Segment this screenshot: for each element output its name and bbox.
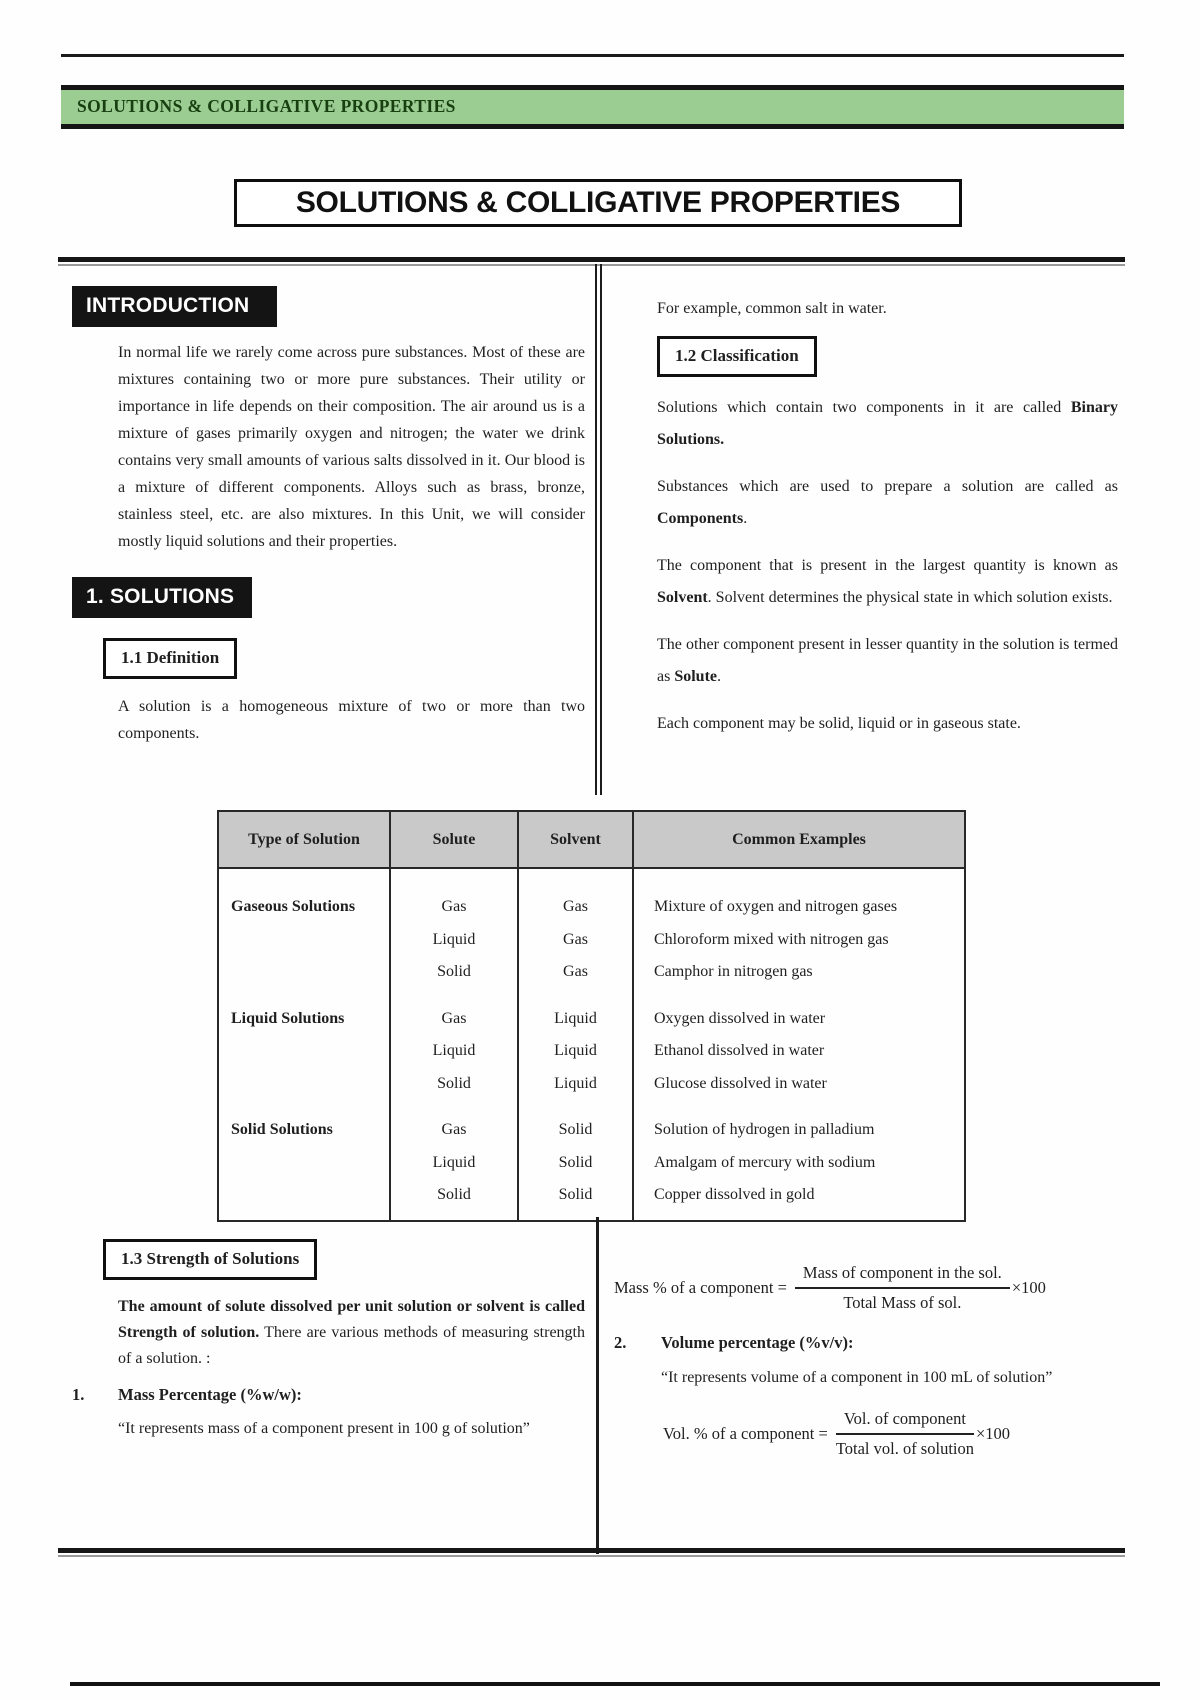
formula-multiplier: ×100 xyxy=(975,1424,1011,1443)
table-cell-line: Solid xyxy=(558,1186,593,1203)
table-cell-solvent xyxy=(518,1003,633,1115)
table-header-type: Type of Solution xyxy=(218,811,390,868)
left-column-top xyxy=(72,264,585,747)
table-cell-line: Gas xyxy=(441,898,467,915)
table-cell-line: Solid xyxy=(437,963,471,980)
list-item-label: Mass Percentage (%w/w): xyxy=(118,1385,302,1404)
solution-table-body xyxy=(218,868,965,1221)
footer-rule xyxy=(70,1682,1160,1686)
formula-lhs: Mass % of a component = xyxy=(614,1278,787,1297)
top-rule xyxy=(61,54,1124,57)
table-header-row xyxy=(218,811,965,868)
right-column-top xyxy=(657,264,1118,740)
page-title-box xyxy=(234,179,962,227)
table-cell-line: Solution of hydrogen in palladium xyxy=(654,1121,875,1138)
table-header-examples: Common Examples xyxy=(633,811,965,868)
section-bottom-rule xyxy=(58,1548,1125,1557)
solution-types-table xyxy=(217,810,966,1222)
table-cell-solvent xyxy=(518,1114,633,1221)
intro-paragraph: In normal life we rarely come across pure substances. Most of these are mixtures containing two or more pure substances. Their utility or importance in life depends on their composition. The air around us is a mixture of gases primarily oxygen and nitrogen; the water we drink contains very small amounts of various salts dissolved in it. Our blood is a mixture of different components. Alloys such as brass, bronze, stainless steel, etc. are also mixtures. In this Unit, we will consider mostly liquid solutions and their properties. xyxy=(118,344,585,550)
table-group-row xyxy=(218,868,965,1003)
table-header-solvent: Solvent xyxy=(518,811,633,868)
definition-paragraph: A solution is a homogeneous mixture of two or more than two components. xyxy=(118,698,585,742)
fraction-numerator: Mass of component in the sol. xyxy=(795,1262,1010,1289)
fraction-denominator: Total vol. of solution xyxy=(835,1439,974,1458)
fraction xyxy=(836,1408,974,1460)
table-cell-type: Gaseous Solutions xyxy=(218,868,390,1003)
table-cell-line: Liquid xyxy=(432,1042,476,1059)
table-cell-solute xyxy=(390,1003,518,1115)
fraction xyxy=(795,1262,1010,1314)
intro-heading: INTRODUCTION xyxy=(72,286,277,327)
formula-lhs: Vol. % of a component = xyxy=(663,1424,828,1443)
table-cell-line: Gas xyxy=(563,898,588,915)
table-cell-line: Solid xyxy=(558,1153,593,1171)
classification-paragraph-solute: The other component present in lesser quantity in the solution is termed as Solute. xyxy=(657,636,1118,685)
section-heading-solutions: 1. SOLUTIONS xyxy=(72,577,252,618)
table-cell-line: Gas xyxy=(441,1009,467,1027)
table-cell-example xyxy=(633,868,965,1003)
subheading-strength: 1.3 Strength of Solutions xyxy=(103,1239,317,1280)
volume-percentage-quote: “It represents volume of a component in 100 mL of solution” xyxy=(661,1369,1053,1386)
table-cell-line: Solid xyxy=(437,1074,471,1092)
table-cell-line: Liquid xyxy=(432,930,476,948)
table-cell-solute xyxy=(390,868,518,1003)
table-cell-line: Liquid xyxy=(554,1074,597,1092)
classification-paragraph-components: Substances which are used to prepare a solution are called as Components. xyxy=(657,478,1118,527)
classification-paragraph-binary: Solutions which contain two components in it are called Binary Solutions. xyxy=(657,399,1118,448)
fraction-denominator: Total Mass of sol. xyxy=(843,1293,962,1312)
list-item-number: 2. xyxy=(614,1333,627,1352)
mass-percent-formula xyxy=(614,1262,1118,1314)
column-divider-top xyxy=(595,264,602,795)
table-cell-line: Gas xyxy=(441,1121,467,1138)
table-cell-line: Liquid xyxy=(432,1153,476,1171)
table-cell-line: Ethanol dissolved in water xyxy=(654,1042,825,1059)
example-note: For example, common salt in water. xyxy=(657,300,887,317)
table-cell-line: Gas xyxy=(563,963,588,980)
table-cell-example xyxy=(633,1003,965,1115)
fraction-numerator: Vol. of component xyxy=(836,1408,974,1435)
subheading-classification: 1.2 Classification xyxy=(657,336,817,377)
table-cell-solvent xyxy=(518,868,633,1003)
table-cell-line: Solid xyxy=(437,1186,471,1203)
column-divider-bottom xyxy=(596,1217,599,1554)
list-item-mass-percentage xyxy=(72,1382,585,1408)
table-cell-line: Chloroform mixed with nitrogen gas xyxy=(654,930,889,948)
table-header-solute: Solute xyxy=(390,811,518,868)
table-cell-example xyxy=(633,1114,965,1221)
strength-paragraph: The amount of solute dissolved per unit solution or solvent is called Strength of solution. There are various methods of measuring strength of a solution. : xyxy=(118,1298,585,1367)
table-cell-line: Gas xyxy=(563,930,588,948)
classification-paragraph-solvent: The component that is present in the largest quantity is known as Solvent. Solvent determines the physical state in which solution exists. xyxy=(657,557,1118,606)
left-column-bottom xyxy=(72,1217,585,1442)
right-column-bottom xyxy=(614,1217,1118,1460)
table-cell-line: Liquid xyxy=(554,1009,597,1027)
volume-percent-formula xyxy=(663,1408,1118,1460)
list-item-number: 1. xyxy=(72,1385,85,1404)
classification-paragraph-states: Each component may be solid, liquid or in gaseous state. xyxy=(657,715,1021,732)
table-cell-type: Liquid Solutions xyxy=(218,1003,390,1115)
subheading-definition: 1.1 Definition xyxy=(103,638,237,679)
table-cell-line: Liquid xyxy=(554,1042,597,1059)
table-cell-line: Solid xyxy=(558,1121,593,1138)
table-cell-solute xyxy=(390,1114,518,1221)
table-group-row xyxy=(218,1003,965,1115)
table-cell-type: Solid Solutions xyxy=(218,1114,390,1221)
table-group-row xyxy=(218,1114,965,1221)
table-cell-line: Camphor in nitrogen gas xyxy=(654,963,813,980)
chapter-banner xyxy=(61,85,1124,129)
table-cell-line: Mixture of oxygen and nitrogen gases xyxy=(654,898,898,915)
list-item-volume-percentage xyxy=(614,1330,1118,1356)
table-cell-line: Copper dissolved in gold xyxy=(654,1186,815,1203)
table-cell-line: Oxygen dissolved in water xyxy=(654,1009,826,1027)
chapter-banner-text: SOLUTIONS & COLLIGATIVE PROPERTIES xyxy=(77,96,456,116)
formula-multiplier: ×100 xyxy=(1011,1278,1046,1297)
mass-percentage-quote: “It represents mass of a component present in 100 g of solution” xyxy=(118,1420,530,1437)
list-item-label: Volume percentage (%v/v): xyxy=(661,1333,854,1352)
page-title: SOLUTIONS & COLLIGATIVE PROPERTIES xyxy=(295,186,901,219)
table-cell-line: Amalgam of mercury with sodium xyxy=(654,1153,876,1171)
table-cell-line: Glucose dissolved in water xyxy=(654,1074,827,1092)
